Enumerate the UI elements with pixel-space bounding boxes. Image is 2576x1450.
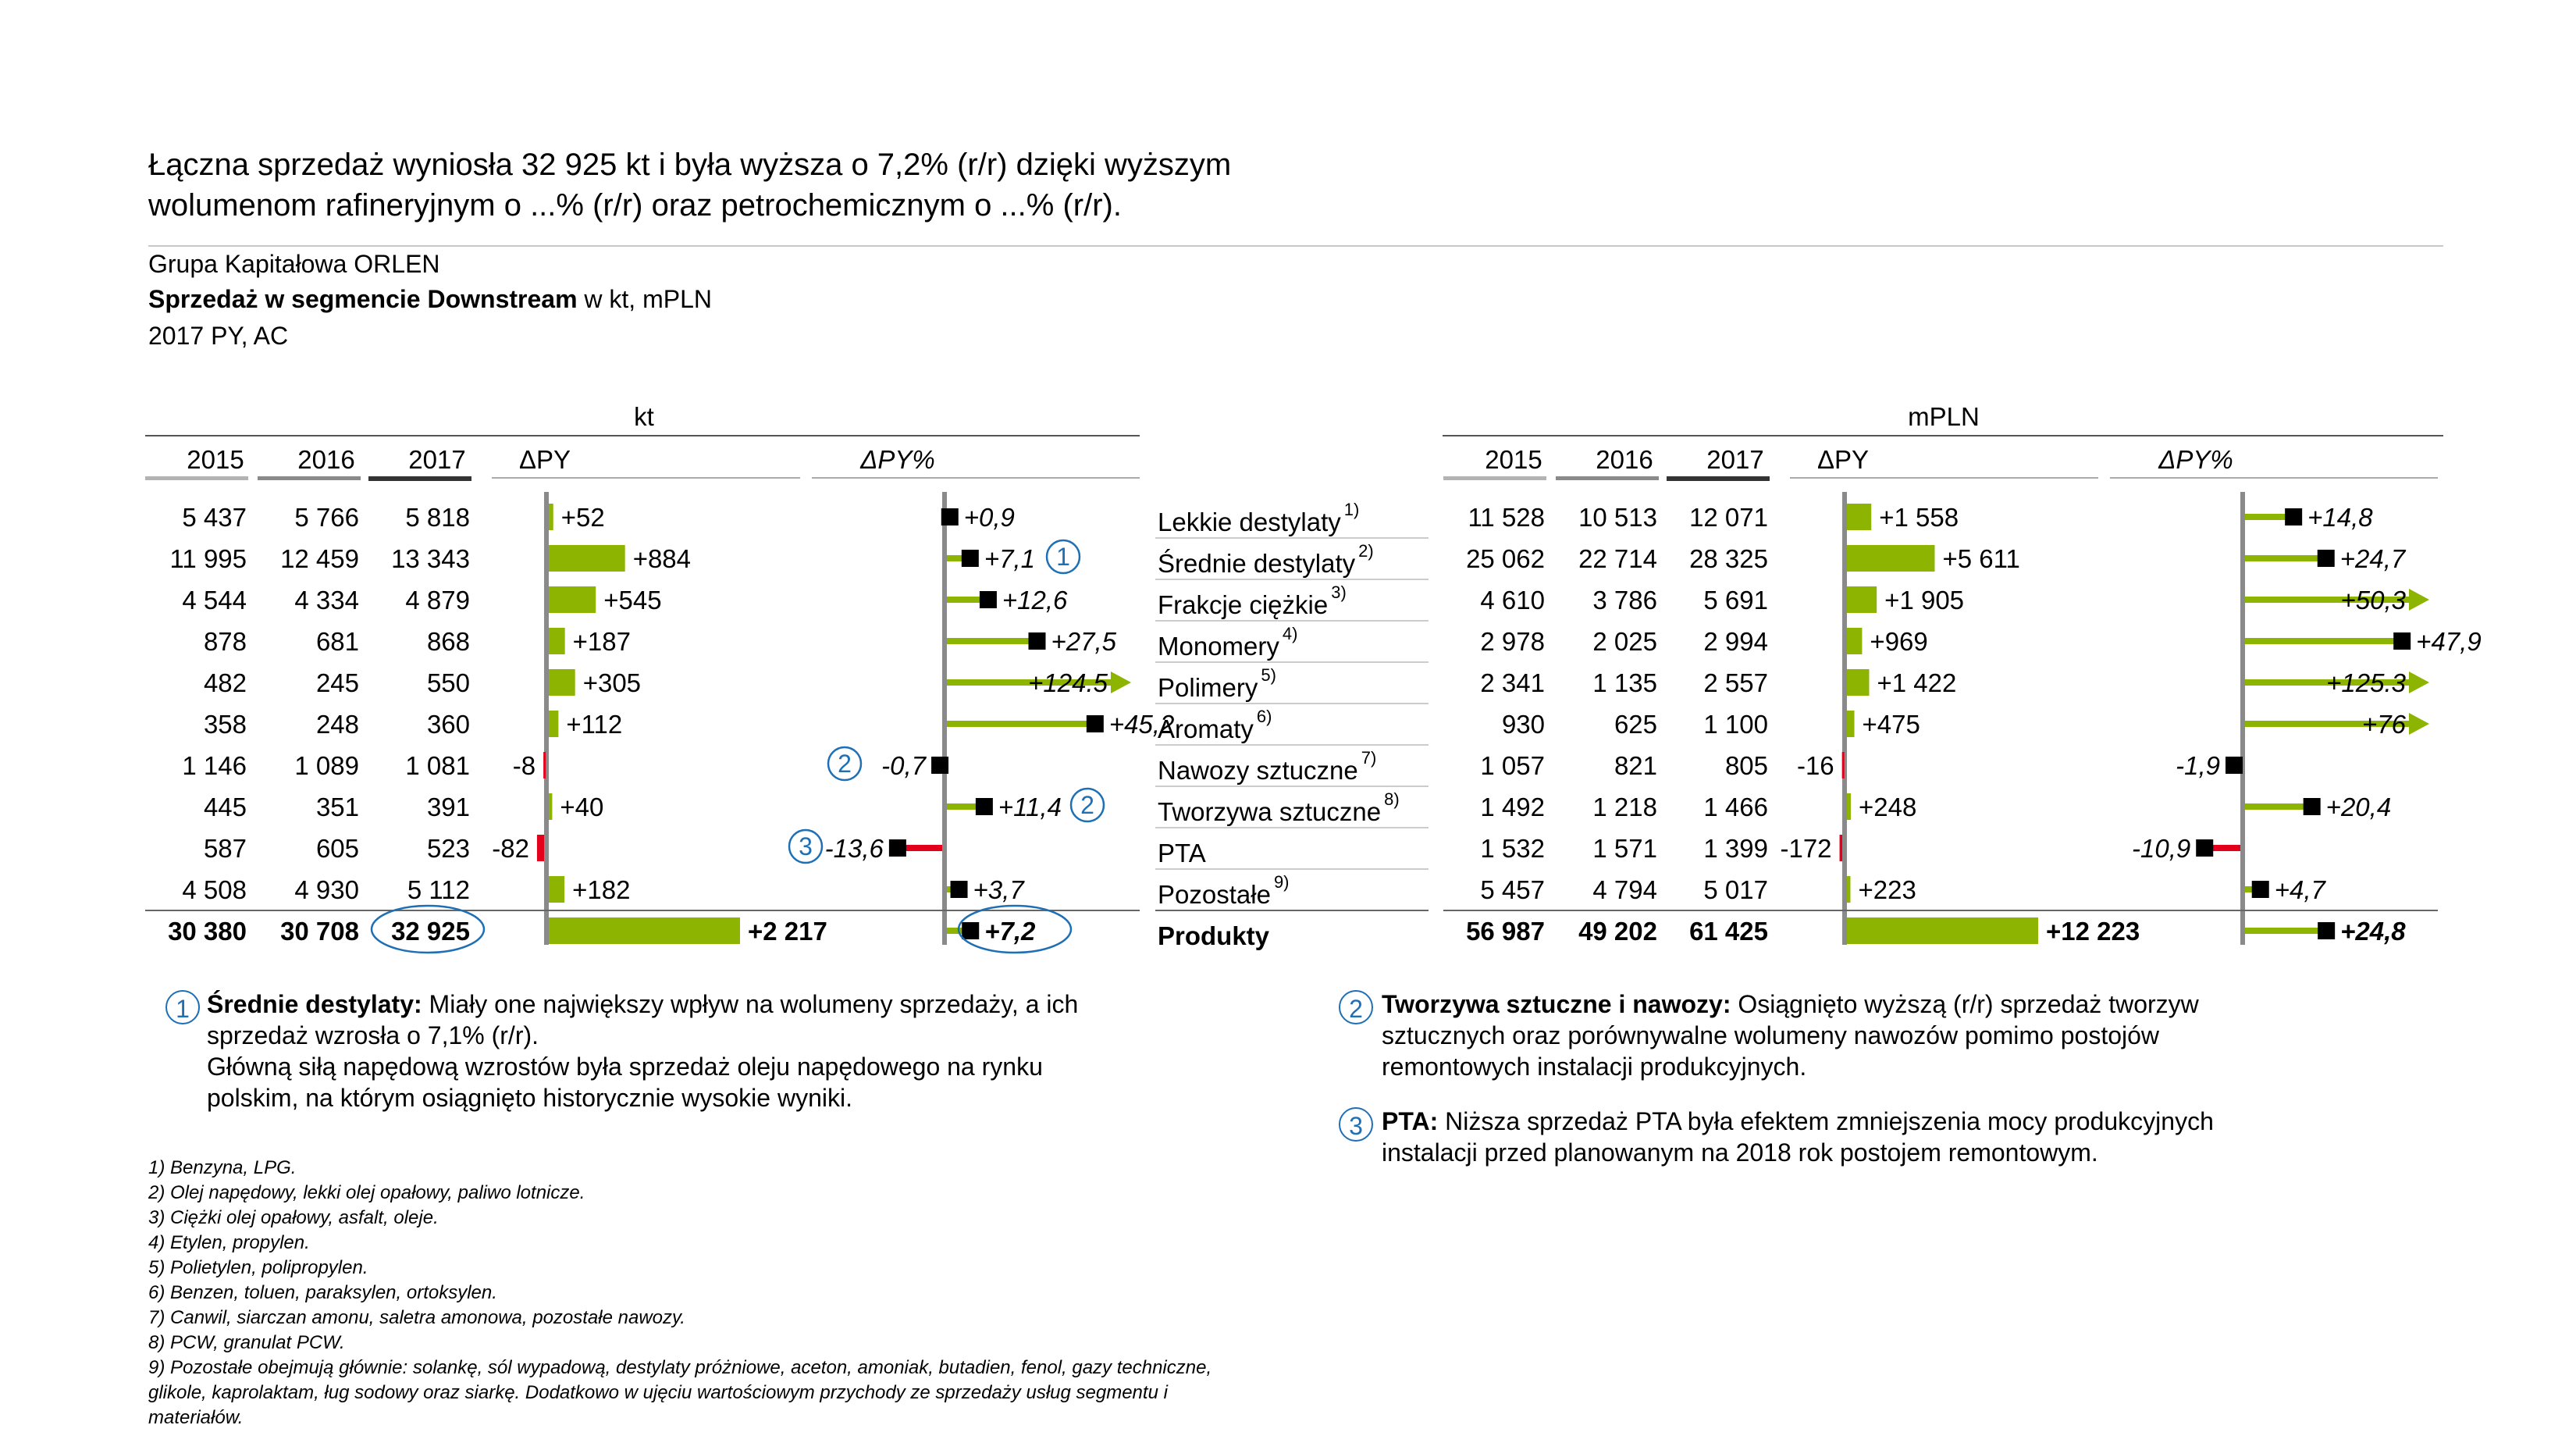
mpln-pct-marker-nawozy-sztuczne xyxy=(2226,757,2243,774)
kt-pct-label-lekkie-destylaty: +0,9 xyxy=(963,503,1015,532)
mpln-pct-label-produkty: +24,8 xyxy=(2340,917,2406,946)
mpln-y2015-polimery: 2 341 xyxy=(1480,668,1545,697)
kt-y2016-średnie-destylaty: 12 459 xyxy=(280,544,359,573)
mpln-delta-bar-lekkie-destylaty xyxy=(1847,504,1871,530)
category-footnote-polimery: 5) xyxy=(1261,665,1276,685)
mpln-header-2017: 2017 xyxy=(1706,445,1764,474)
mpln-delta-bar-nawozy-sztuczne xyxy=(1842,752,1845,778)
mpln-y2017-monomery: 2 994 xyxy=(1703,627,1768,656)
mpln-delta-bar-aromaty xyxy=(1847,711,1855,737)
kt-y2017-pozostałe: 5 112 xyxy=(407,875,470,904)
kt-delta-label-pozostałe: +182 xyxy=(572,875,631,904)
mpln-delta-bar-monomery xyxy=(1847,628,1862,654)
mpln-pct-pin-średnie-destylaty xyxy=(2245,555,2326,561)
mpln-y2016-polimery: 1 135 xyxy=(1592,668,1657,697)
kt-y2017-nawozy-sztuczne: 1 081 xyxy=(405,751,470,780)
mpln-pct-label-polimery: +125.3 xyxy=(2326,668,2406,697)
category-polimery: Polimery xyxy=(1158,673,1258,702)
category-monomery: Monomery xyxy=(1158,632,1279,661)
kt-delta-label-tworzywa-sztuczne: +40 xyxy=(560,793,604,821)
category-pta: PTA xyxy=(1158,839,1206,868)
mpln-header-delta-py: ΔPY xyxy=(1817,445,1870,474)
mpln-header-underline-2017 xyxy=(1667,476,1770,481)
kt-pct-label-średnie-destylaty: +7,1 xyxy=(984,544,1035,573)
kt-delta-bar-monomery xyxy=(549,628,565,654)
kt-delta-bar-pta xyxy=(537,835,544,861)
annotation-3 xyxy=(1382,1106,2396,1168)
annotation-1-marker: 1 xyxy=(165,990,200,1024)
footnote-4: 4) Etylen, propylen. xyxy=(148,1232,310,1253)
measure-label-bold: Sprzedaż w segmencie Downstream xyxy=(148,285,578,313)
mpln-pct-marker-pozostałe xyxy=(2252,881,2269,898)
kt-y2015-lekkie-destylaty: 5 437 xyxy=(182,503,247,532)
mpln-y2015-produkty: 56 987 xyxy=(1466,917,1545,946)
kt-delta-label-lekkie-destylaty: +52 xyxy=(560,503,605,532)
mpln-header-underline-2015 xyxy=(1443,476,1546,480)
kt-delta-label-aromaty: +112 xyxy=(566,710,623,739)
mpln-y2016-nawozy-sztuczne: 821 xyxy=(1614,751,1657,780)
mpln-y2017-nawozy-sztuczne: 805 xyxy=(1724,751,1768,780)
kt-header-delta-pct: ΔPY% xyxy=(860,445,935,474)
kt-y2016-nawozy-sztuczne: 1 089 xyxy=(294,751,359,780)
kt-pct-label-pta: -13,6 xyxy=(824,834,884,863)
mpln-delta-label-pta: -172 xyxy=(1780,834,1832,863)
mpln-delta-label-pozostałe: +223 xyxy=(1858,875,1916,904)
kt-header-underline-2017 xyxy=(368,476,471,481)
category-produkty: Produkty xyxy=(1158,921,1270,950)
measure-label-unit: w kt, mPLN xyxy=(577,285,712,313)
mpln-y2017-lekkie-destylaty: 12 071 xyxy=(1689,503,1768,532)
mpln-delta-bar-pozostałe xyxy=(1847,876,1850,903)
kt-pct-marker-tworzywa-sztuczne xyxy=(976,798,993,815)
mpln-pct-label-lekkie-destylaty: +14,8 xyxy=(2307,503,2373,532)
mpln-pct-label-aromaty: +76 xyxy=(2362,710,2406,739)
footnote-8: 8) PCW, granulat PCW. xyxy=(148,1332,345,1353)
category-lekkie-destylaty: Lekkie destylaty xyxy=(1158,508,1341,536)
mpln-y2015-średnie-destylaty: 25 062 xyxy=(1466,544,1545,573)
mpln-delta-bar-tworzywa-sztuczne xyxy=(1847,793,1851,820)
kt-delta-bar-tworzywa-sztuczne xyxy=(549,793,552,820)
footnote-5: 5) Polietylen, polipropylen. xyxy=(148,1257,368,1278)
headline-line-1: Łączna sprzedaż wyniosła 32 925 kt i była wyższa o 7,2% (r/r) dzięki wyższym xyxy=(148,148,1232,182)
mpln-y2015-frakcje-ciężkie: 4 610 xyxy=(1480,586,1545,615)
mpln-delta-label-produkty: +12 223 xyxy=(2046,917,2140,946)
group-label-mpln: mPLN xyxy=(1908,402,1980,431)
mpln-y2015-pta: 1 532 xyxy=(1480,834,1545,863)
kt-y2016-monomery: 681 xyxy=(315,627,359,656)
mpln-delta-label-średnie-destylaty: +5 611 xyxy=(1942,544,2020,573)
mpln-pct-label-tworzywa-sztuczne: +20,4 xyxy=(2325,793,2392,821)
mpln-pct-pin-monomery xyxy=(2245,638,2402,644)
mpln-pct-label-frakcje-ciężkie: +50,3 xyxy=(2340,586,2406,615)
mpln-y2016-frakcje-ciężkie: 3 786 xyxy=(1592,586,1657,615)
kt-delta-label-produkty: +2 217 xyxy=(748,917,827,946)
kt-delta-bar-lekkie-destylaty xyxy=(549,504,553,530)
kt-y2016-lekkie-destylaty: 5 766 xyxy=(294,503,359,532)
footnotes xyxy=(148,1156,1475,1430)
mpln-delta-label-aromaty: +475 xyxy=(1862,710,1920,739)
kt-header-2017: 2017 xyxy=(408,445,466,474)
mpln-delta-label-tworzywa-sztuczne: +248 xyxy=(1858,793,1917,821)
category-frakcje-ciężkie: Frakcje ciężkie xyxy=(1158,590,1329,619)
kt-pct-marker-nawozy-sztuczne xyxy=(931,757,948,774)
mpln-delta-bar-produkty xyxy=(1847,917,2038,944)
chart-annotation-2a-number: 2 xyxy=(838,750,852,778)
kt-y2015-pozostałe: 4 508 xyxy=(182,875,247,904)
kt-delta-label-pta: -82 xyxy=(492,834,529,863)
mpln-y2015-tworzywa-sztuczne: 1 492 xyxy=(1480,793,1545,821)
mpln-y2017-polimery: 2 557 xyxy=(1703,668,1768,697)
mpln-y2015-aromaty: 930 xyxy=(1501,710,1545,739)
group-label-kt: kt xyxy=(634,402,654,431)
annotation-2-line-3: remontowych instalacji produkcyjnych. xyxy=(1382,1053,1807,1081)
footnote-9-cont-2: materiałów. xyxy=(148,1407,244,1428)
kt-delta-bar-pozostałe xyxy=(549,876,564,903)
mpln-delta-bar-frakcje-ciężkie xyxy=(1847,586,1877,613)
mpln-y2015-monomery: 2 978 xyxy=(1480,627,1545,656)
annotation-3-line-2: instalacji przed planowanym na 2018 rok postojem remontowym. xyxy=(1382,1138,2098,1167)
mpln-pct-label-nawozy-sztuczne: -1,9 xyxy=(2176,751,2221,780)
kt-y2016-frakcje-ciężkie: 4 334 xyxy=(294,586,359,615)
kt-y2016-polimery: 245 xyxy=(315,668,359,697)
mpln-pct-marker-tworzywa-sztuczne xyxy=(2304,798,2321,815)
annotation-1 xyxy=(207,989,1190,1113)
kt-pct-pin-aromaty xyxy=(947,721,1095,727)
chart-annotation-1-number: 1 xyxy=(1056,543,1070,571)
mpln-y2017-produkty: 61 425 xyxy=(1689,917,1768,946)
mpln-pct-arrow-aromaty xyxy=(2409,713,2429,735)
annotation-1-line-1: Miały one największy wpływ na wolumeny sprzedaży, a ich xyxy=(422,990,1079,1018)
mpln-y2016-średnie-destylaty: 22 714 xyxy=(1578,544,1657,573)
kt-y2016-aromaty: 248 xyxy=(315,710,359,739)
kt-delta-label-średnie-destylaty: +884 xyxy=(632,544,692,573)
mpln-pct-marker-lekkie-destylaty xyxy=(2285,508,2302,525)
mpln-y2017-frakcje-ciężkie: 5 691 xyxy=(1703,586,1768,615)
category-footnote-aromaty: 6) xyxy=(1256,707,1272,726)
kt-pct-label-nawozy-sztuczne: -0,7 xyxy=(881,751,927,780)
kt-delta-axis xyxy=(544,492,549,945)
footnote-9-cont-1: glikole, kaprolaktam, ług sodowy oraz siarkę. Dodatkowo w ujęciu wartościowym przychody ze sprzedaży usług segmentu i xyxy=(148,1382,1168,1403)
kt-delta-bar-nawozy-sztuczne xyxy=(543,752,546,778)
kt-delta-bar-frakcje-ciężkie xyxy=(549,586,596,613)
kt-header-2016: 2016 xyxy=(297,445,355,474)
kt-pct-label-tworzywa-sztuczne: +11,4 xyxy=(998,793,1062,821)
mpln-pct-arrow-frakcje-ciężkie xyxy=(2409,589,2429,611)
kt-y2015-monomery: 878 xyxy=(203,627,247,656)
kt-y2015-nawozy-sztuczne: 1 146 xyxy=(182,751,247,780)
kt-y2015-polimery: 482 xyxy=(203,668,247,697)
annotation-1-line-4: polskim, na którym osiągnięto historycznie wysokie wyniki. xyxy=(207,1084,852,1112)
kt-header-underline-2016 xyxy=(258,476,361,480)
mpln-pct-pin-produkty xyxy=(2245,928,2326,934)
mpln-y2017-aromaty: 1 100 xyxy=(1703,710,1768,739)
kt-y2017-pta: 523 xyxy=(426,834,470,863)
mpln-delta-label-nawozy-sztuczne: -16 xyxy=(1796,751,1834,780)
mpln-pct-axis xyxy=(2240,492,2245,945)
mpln-y2016-pta: 1 571 xyxy=(1592,834,1657,863)
mpln-pct-label-średnie-destylaty: +24,7 xyxy=(2339,544,2406,573)
kt-delta-bar-produkty xyxy=(549,917,740,944)
mpln-header-2016: 2016 xyxy=(1596,445,1653,474)
footnote-7: 7) Canwil, siarczan amonu, saletra amonowa, pozostałe nawozy. xyxy=(148,1307,685,1328)
kt-pct-label-pozostałe: +3,7 xyxy=(973,875,1024,904)
kt-y2017-monomery: 868 xyxy=(426,627,470,656)
mpln-y2017-pta: 1 399 xyxy=(1703,834,1768,863)
category-footnote-średnie-destylaty: 2) xyxy=(1358,541,1374,561)
kt-pct-marker-średnie-destylaty xyxy=(962,550,979,567)
category-footnote-frakcje-ciężkie: 3) xyxy=(1331,582,1347,602)
footnote-3: 3) Ciężki olej opałowy, asfalt, oleje. xyxy=(148,1207,439,1228)
annotation-1-title: Średnie destylaty: xyxy=(207,990,422,1018)
mpln-y2016-produkty: 49 202 xyxy=(1578,917,1657,946)
mpln-y2017-pozostałe: 5 017 xyxy=(1703,875,1768,904)
kt-header-underline-2015 xyxy=(145,476,248,480)
kt-pct-label-monomery: +27,5 xyxy=(1051,627,1116,656)
mpln-y2015-nawozy-sztuczne: 1 057 xyxy=(1480,751,1545,780)
category-pozostałe: Pozostałe xyxy=(1158,880,1271,909)
company-label: Grupa Kapitałowa ORLEN xyxy=(148,250,440,278)
kt-delta-bar-średnie-destylaty xyxy=(549,545,625,572)
mpln-pct-arrow-polimery xyxy=(2409,672,2429,693)
kt-y2015-aromaty: 358 xyxy=(203,710,247,739)
chart-annotation-3-number: 3 xyxy=(799,832,813,860)
mpln-delta-axis xyxy=(1842,492,1847,945)
mpln-y2016-aromaty: 625 xyxy=(1614,710,1657,739)
kt-y2016-produkty: 30 708 xyxy=(280,917,359,946)
kt-y2016-pta: 605 xyxy=(315,834,359,863)
mpln-delta-label-monomery: +969 xyxy=(1870,627,1928,656)
scenario-label: 2017 PY, AC xyxy=(148,322,289,350)
kt-y2015-średnie-destylaty: 11 995 xyxy=(169,544,247,573)
kt-delta-bar-polimery xyxy=(549,669,575,696)
annotation-1-line-3: Główną siłą napędową wzrostów była sprzedaż oleju napędowego na rynku xyxy=(207,1053,1043,1081)
kt-delta-label-polimery: +305 xyxy=(582,668,642,697)
kt-delta-label-nawozy-sztuczne: -8 xyxy=(512,751,536,780)
mpln-pct-label-monomery: +47,9 xyxy=(2416,627,2482,656)
kt-pct-marker-produkty xyxy=(962,922,979,939)
kt-pct-pin-monomery xyxy=(947,638,1037,644)
mpln-y2016-lekkie-destylaty: 10 513 xyxy=(1578,503,1657,532)
kt-delta-bar-aromaty xyxy=(549,711,558,737)
category-aromaty: Aromaty xyxy=(1158,714,1254,743)
annotation-3-title: PTA: xyxy=(1382,1107,1439,1135)
mpln-pct-label-pta: -10,9 xyxy=(2132,834,2191,863)
mpln-y2017-średnie-destylaty: 28 325 xyxy=(1689,544,1768,573)
annotation-2-title: Tworzywa sztuczne i nawozy: xyxy=(1382,990,1731,1018)
kt-pct-label-produkty: +7,2 xyxy=(984,917,1036,946)
footnote-1: 1) Benzyna, LPG. xyxy=(148,1157,297,1178)
mpln-y2016-pozostałe: 4 794 xyxy=(1592,875,1657,904)
footnote-2: 2) Olej napędowy, lekki olej opałowy, paliwo lotnicze. xyxy=(148,1182,585,1203)
annotation-2-marker: 2 xyxy=(1339,990,1373,1024)
kt-pct-marker-pta xyxy=(889,839,906,857)
mpln-y2015-pozostałe: 5 457 xyxy=(1480,875,1545,904)
kt-y2016-pozostałe: 4 930 xyxy=(294,875,359,904)
mpln-delta-bar-pta xyxy=(1840,835,1842,861)
mpln-delta-bar-polimery xyxy=(1847,669,1870,696)
kt-delta-label-frakcje-ciężkie: +545 xyxy=(603,586,662,615)
kt-pct-axis xyxy=(942,492,947,945)
kt-pct-label-polimery: +124.5 xyxy=(1028,668,1108,697)
mpln-delta-bar-średnie-destylaty xyxy=(1847,545,1934,572)
mpln-pct-marker-średnie-destylaty xyxy=(2318,550,2335,567)
headline-line-2: wolumenom rafineryjnym o ...% (r/r) oraz petrochemicznym o ...% (r/r). xyxy=(148,188,1122,223)
category-tworzywa-sztuczne: Tworzywa sztuczne xyxy=(1158,797,1382,826)
mpln-y2015-lekkie-destylaty: 11 528 xyxy=(1468,503,1545,532)
kt-header-delta-py: ΔPY xyxy=(519,445,571,474)
mpln-y2016-tworzywa-sztuczne: 1 218 xyxy=(1592,793,1657,821)
kt-y2017-aromaty: 360 xyxy=(426,710,470,739)
kt-pct-marker-monomery xyxy=(1029,632,1046,650)
kt-y2017-produkty: 32 925 xyxy=(391,917,470,946)
mpln-header-delta-pct: ΔPY% xyxy=(2158,445,2233,474)
kt-y2015-tworzywa-sztuczne: 445 xyxy=(203,793,247,821)
category-średnie-destylaty: Średnie destylaty xyxy=(1158,549,1356,578)
mpln-delta-label-lekkie-destylaty: +1 558 xyxy=(1879,503,1959,532)
mpln-pct-pin-tworzywa-sztuczne xyxy=(2245,803,2312,810)
kt-y2017-średnie-destylaty: 13 343 xyxy=(391,544,470,573)
kt-pct-arrow-polimery xyxy=(1111,672,1131,693)
kt-y2017-tworzywa-sztuczne: 391 xyxy=(426,793,470,821)
annotation-2-line-2: sztucznych oraz porównywalne wolumeny nawozów pomimo postojów xyxy=(1382,1021,2160,1049)
kt-y2017-lekkie-destylaty: 5 818 xyxy=(405,503,470,532)
mpln-pct-marker-monomery xyxy=(2393,632,2411,650)
kt-pct-marker-frakcje-ciężkie xyxy=(980,591,997,608)
mpln-pct-marker-produkty xyxy=(2318,922,2335,939)
mpln-y2016-monomery: 2 025 xyxy=(1592,627,1657,656)
annotation-2-line-1: Osiągnięto wyższą (r/r) sprzedaż tworzyw xyxy=(1731,990,2199,1018)
category-footnote-nawozy-sztuczne: 7) xyxy=(1361,748,1377,768)
kt-y2017-frakcje-ciężkie: 4 879 xyxy=(405,586,470,615)
mpln-delta-label-frakcje-ciężkie: +1 905 xyxy=(1884,586,1965,615)
footnote-9: 9) Pozostałe obejmują głównie: solankę, sól wypadową, destylaty próżniowe, aceton, amoniak, butadien, fenol, gazy techniczne, xyxy=(148,1357,1212,1378)
mpln-pct-label-pozostałe: +4,7 xyxy=(2274,875,2325,904)
kt-y2016-tworzywa-sztuczne: 351 xyxy=(315,793,359,821)
mpln-y2017-tworzywa-sztuczne: 1 466 xyxy=(1703,793,1768,821)
category-footnote-tworzywa-sztuczne: 8) xyxy=(1384,789,1400,809)
kt-pct-marker-aromaty xyxy=(1087,715,1104,732)
kt-y2017-polimery: 550 xyxy=(426,668,470,697)
chart-annotation-2b-number: 2 xyxy=(1080,791,1094,819)
category-footnote-monomery: 4) xyxy=(1282,624,1298,643)
kt-header-2015: 2015 xyxy=(187,445,244,474)
kt-delta-label-monomery: +187 xyxy=(572,627,632,656)
category-footnote-pozostałe: 9) xyxy=(1273,872,1290,892)
category-footnote-lekkie-destylaty: 1) xyxy=(1343,500,1360,519)
mpln-header-2015: 2015 xyxy=(1485,445,1542,474)
mpln-pct-marker-pta xyxy=(2196,839,2213,857)
footnote-6: 6) Benzen, toluen, paraksylen, ortoksylen. xyxy=(148,1282,497,1303)
category-nawozy-sztuczne: Nawozy sztuczne xyxy=(1158,756,1358,785)
kt-y2015-pta: 587 xyxy=(203,834,247,863)
kt-pct-label-frakcje-ciężkie: +12,6 xyxy=(1002,586,1068,615)
kt-y2015-frakcje-ciężkie: 4 544 xyxy=(182,586,247,615)
mpln-delta-label-polimery: +1 422 xyxy=(1877,668,1957,697)
kt-pct-label-aromaty: +45,2 xyxy=(1108,710,1175,739)
annotation-3-line-1: Niższa sprzedaż PTA była efektem zmniejszenia mocy produkcyjnych xyxy=(1438,1107,2214,1135)
kt-pct-marker-lekkie-destylaty xyxy=(941,508,959,525)
annotation-2 xyxy=(1382,989,2396,1082)
kt-y2015-produkty: 30 380 xyxy=(168,917,247,946)
mpln-header-underline-2016 xyxy=(1556,476,1659,480)
annotation-1-line-2: sprzedaż wzrosła o 7,1% (r/r). xyxy=(207,1021,539,1049)
kt-pct-marker-pozostałe xyxy=(951,881,968,898)
annotation-3-marker: 3 xyxy=(1339,1107,1373,1142)
